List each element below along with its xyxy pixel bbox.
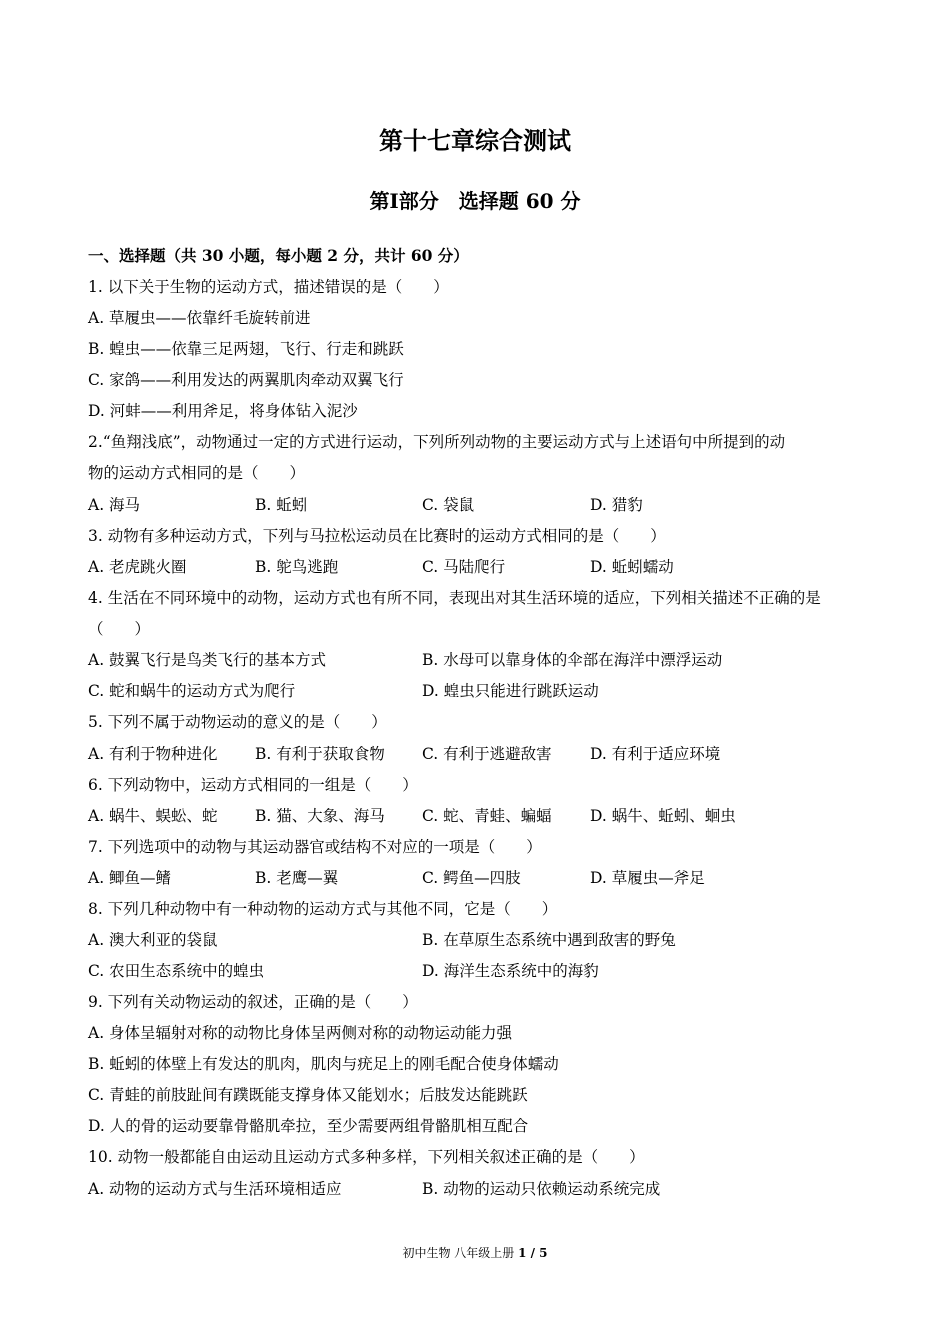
question-4-option-d: D. 蝗虫只能进行跳跃运动 xyxy=(422,682,599,700)
question-8-option-b: B. 在草原生态系统中遇到敌害的野兔 xyxy=(422,931,676,949)
question-10-option-a: A. 动物的运动方式与生活环境相适应 xyxy=(88,1180,342,1198)
footer-text: 初中生物 八年级上册 xyxy=(402,1246,519,1260)
question-2-option-a: A. 海马 xyxy=(88,496,141,514)
question-4-stem: 4. 生活在不同环境中的动物，运动方式也有所不同，表现出对其生活环境的适应，下列相关描述不正确的是 xyxy=(88,589,821,607)
question-6-option-c: C. 蛇、青蛙、蝙蝠 xyxy=(422,807,552,825)
page-footer xyxy=(0,1244,950,1262)
question-4-option-c: C. 蛇和蜗牛的运动方式为爬行 xyxy=(88,682,296,700)
question-7-option-b: B. 老鹰—翼 xyxy=(255,869,339,887)
question-9-option-a: A. 身体呈辐射对称的动物比身体呈两侧对称的动物运动能力强 xyxy=(88,1024,513,1042)
question-5-option-b: B. 有利于获取食物 xyxy=(255,745,385,763)
question-1-option-c: C. 家鸽——利用发达的两翼肌肉牵动双翼飞行 xyxy=(88,371,404,389)
question-3-option-c: C. 马陆爬行 xyxy=(422,558,506,576)
page-number: 1 / 5 xyxy=(518,1246,548,1260)
question-2-stem: 2.“鱼翔浅底”，动物通过一定的方式进行运动，下列所列动物的主要运动方式与上述语句中所提到的动 xyxy=(88,433,786,451)
question-7-option-d: D. 草履虫—斧足 xyxy=(590,869,705,887)
question-2-option-c: C. 袋鼠 xyxy=(422,496,475,514)
question-2-option-d: D. 猎豹 xyxy=(590,496,643,514)
question-9-option-d: D. 人的骨的运动要靠骨骼肌牵拉，至少需要两组骨骼肌相互配合 xyxy=(88,1117,529,1135)
question-9-stem: 9. 下列有关动物运动的叙述，正确的是（ ） xyxy=(88,993,418,1011)
question-9-option-b: B. 蚯蚓的体壁上有发达的肌肉，肌肉与疣足上的刚毛配合使身体蠕动 xyxy=(88,1055,559,1073)
question-10-option-b: B. 动物的运动只依赖运动系统完成 xyxy=(422,1180,661,1198)
question-1-option-b: B. 蝗虫——依靠三足两翅，飞行、行走和跳跃 xyxy=(88,340,404,358)
question-8-stem: 8. 下列几种动物中有一种动物的运动方式与其他不同，它是（ ） xyxy=(88,900,558,918)
question-1-option-a: A. 草履虫——依靠纤毛旋转前进 xyxy=(88,309,311,327)
question-4-option-a: A. 鼓翼飞行是鸟类飞行的基本方式 xyxy=(88,651,327,669)
question-3-option-d: D. 蚯蚓蠕动 xyxy=(590,558,674,576)
page-title: 第十七章综合测试 xyxy=(379,126,571,155)
question-9-option-c: C. 青蛙的前肢趾间有蹼既能支撑身体又能划水；后肢发达能跳跃 xyxy=(88,1086,528,1104)
question-1-stem: 1. 以下关于生物的运动方式，描述错误的是（ ） xyxy=(88,278,449,296)
question-10-stem: 10. 动物一般都能自由运动且运动方式多种多样，下列相关叙述正确的是（ ） xyxy=(88,1148,645,1166)
question-2-stem-cont: 物的运动方式相同的是（ ） xyxy=(88,464,306,482)
question-4-stem-cont: （ ） xyxy=(88,620,151,638)
section-subtitle: 第Ⅰ部分 选择题 60 分 xyxy=(369,189,581,213)
question-4-option-b: B. 水母可以靠身体的伞部在海洋中漂浮运动 xyxy=(422,651,723,669)
question-6-option-d: D. 蜗牛、蚯蚓、蛔虫 xyxy=(590,807,736,825)
question-2-option-b: B. 蚯蚓 xyxy=(255,496,308,514)
question-8-option-d: D. 海洋生态系统中的海豹 xyxy=(422,962,599,980)
question-7-option-a: A. 鲫鱼—鳍 xyxy=(88,869,172,887)
question-1-option-d: D. 河蚌——利用斧足，将身体钻入泥沙 xyxy=(88,402,358,420)
section-heading: 一、选择题（共 30 小题，每小题 2 分，共计 60 分） xyxy=(88,246,469,265)
question-5-option-a: A. 有利于物种进化 xyxy=(88,745,218,763)
question-8-option-a: A. 澳大利亚的袋鼠 xyxy=(88,931,218,949)
question-3-option-b: B. 鸵鸟逃跑 xyxy=(255,558,339,576)
question-5-option-c: C. 有利于逃避敌害 xyxy=(422,745,552,763)
question-3-option-a: A. 老虎跳火圈 xyxy=(88,558,187,576)
question-5-stem: 5. 下列不属于动物运动的意义的是（ ） xyxy=(88,713,387,731)
question-7-stem: 7. 下列选项中的动物与其运动器官或结构不对应的一项是（ ） xyxy=(88,838,542,856)
question-6-option-b: B. 猫、大象、海马 xyxy=(255,807,385,825)
question-8-option-c: C. 农田生态系统中的蝗虫 xyxy=(88,962,265,980)
question-7-option-c: C. 鳄鱼—四肢 xyxy=(422,869,521,887)
question-5-option-d: D. 有利于适应环境 xyxy=(590,745,721,763)
question-3-stem: 3. 动物有多种运动方式，下列与马拉松运动员在比赛时的运动方式相同的是（ ） xyxy=(88,527,666,545)
question-6-stem: 6. 下列动物中，运动方式相同的一组是（ ） xyxy=(88,776,418,794)
question-6-option-a: A. 蜗牛、蜈蚣、蛇 xyxy=(88,807,218,825)
